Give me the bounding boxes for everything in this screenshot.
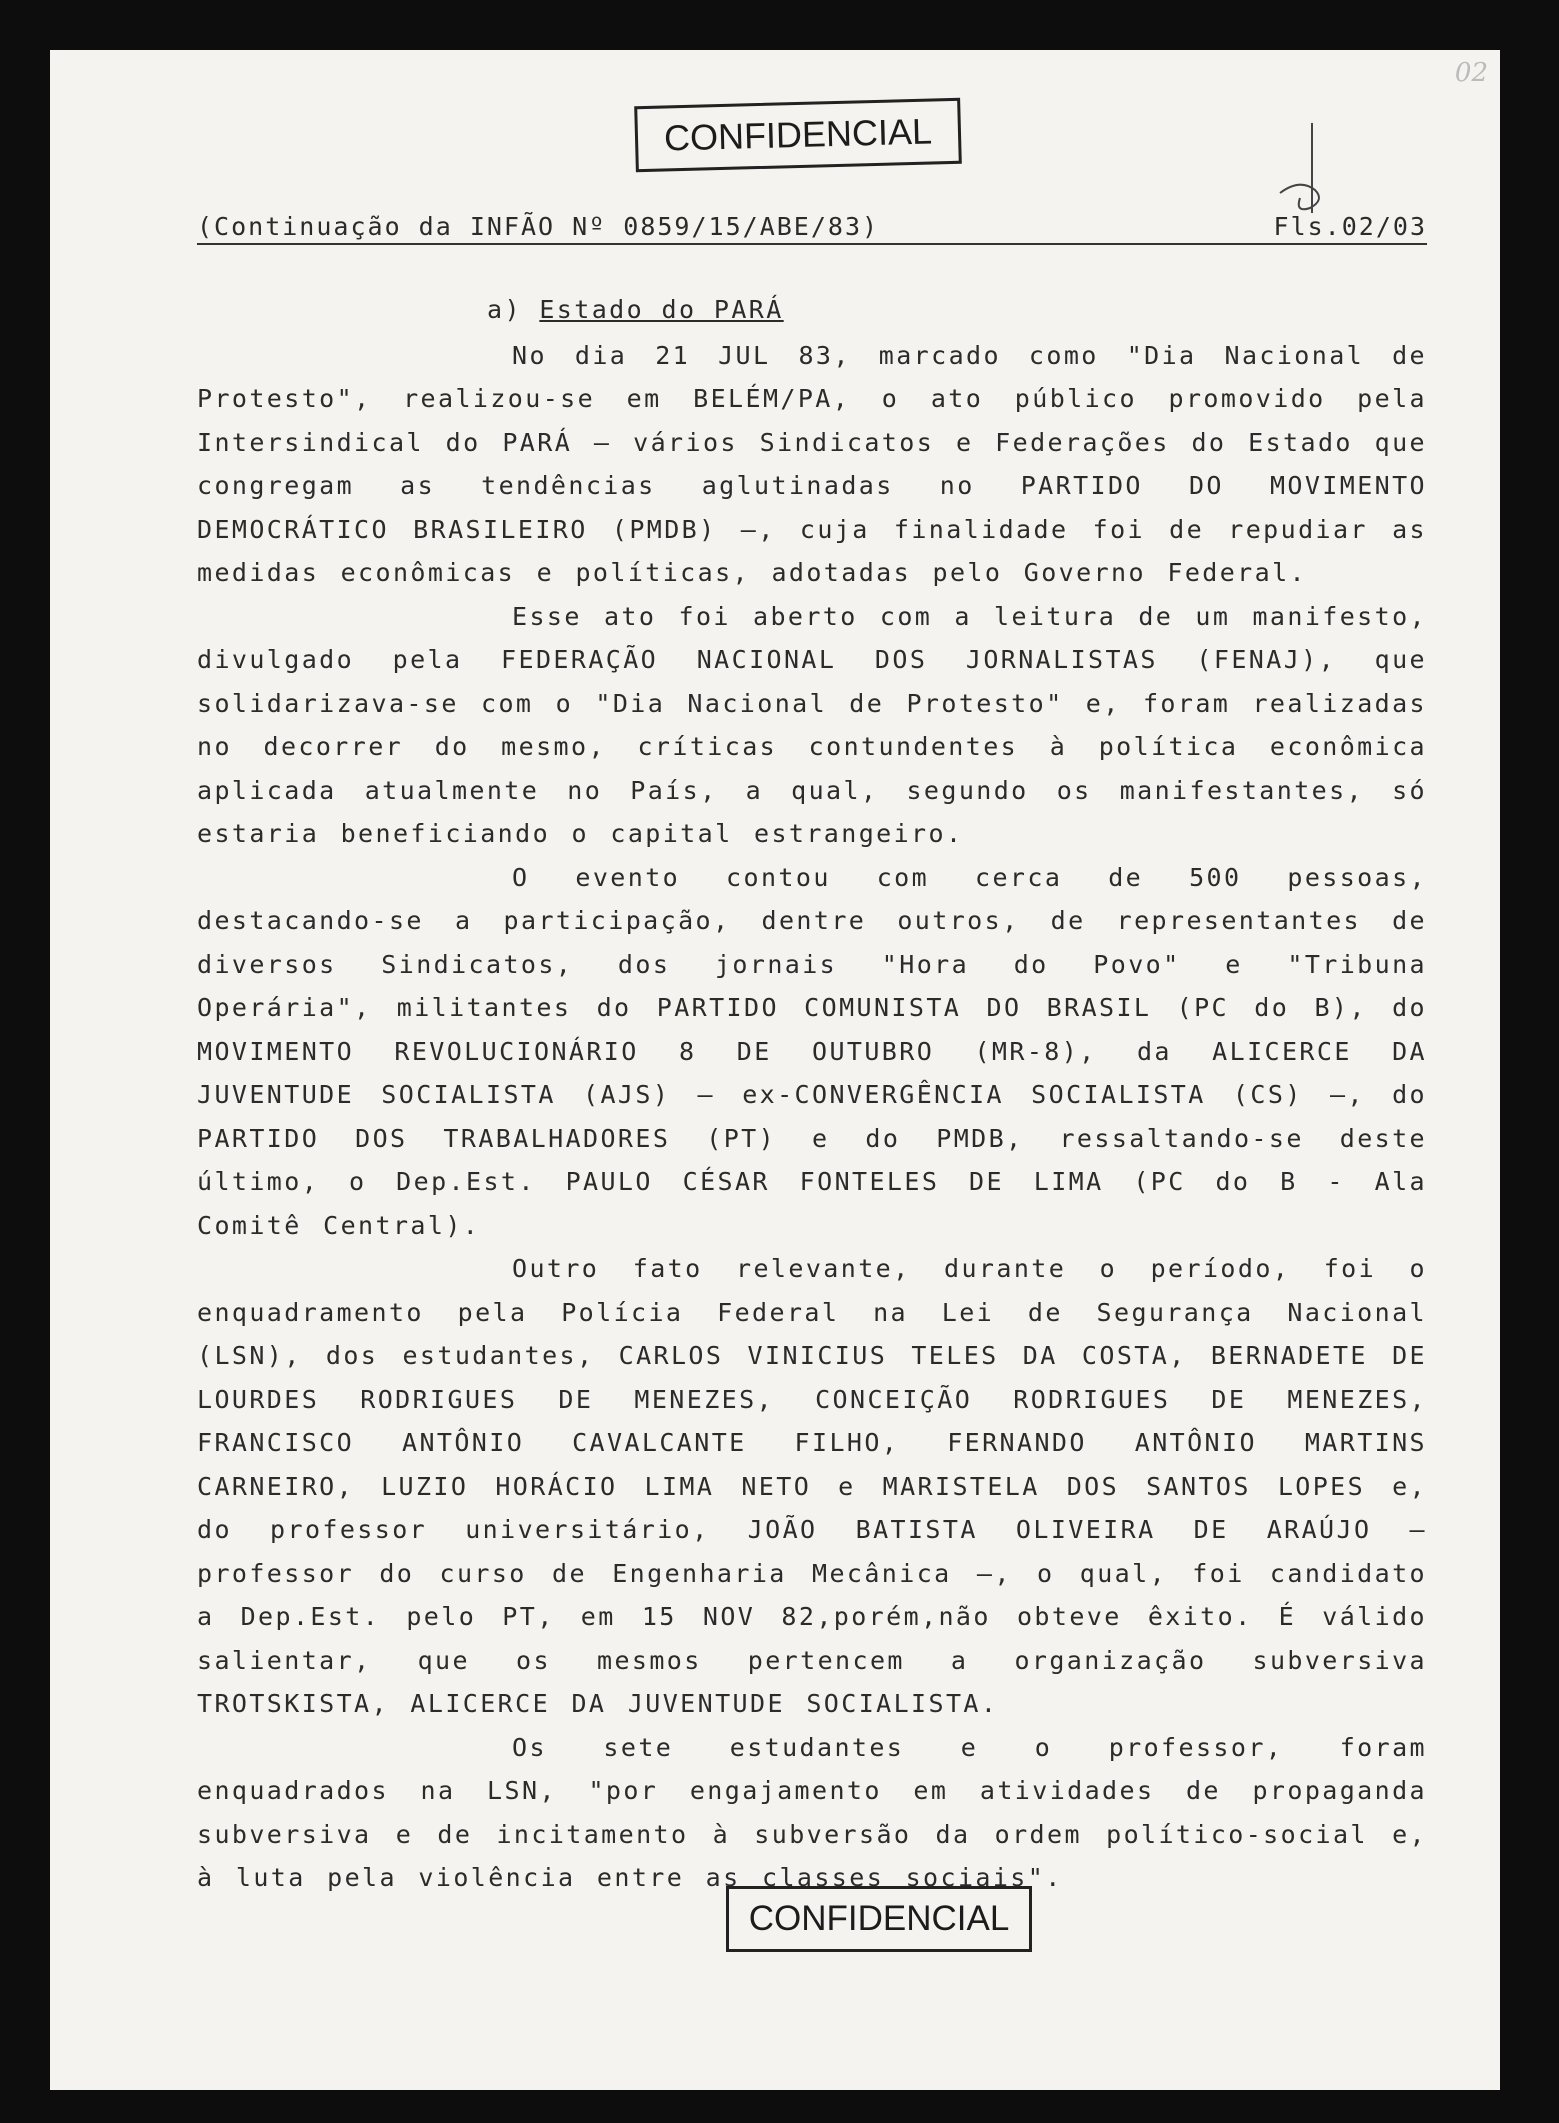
header-reference: (Continuação da INFÃO Nº 0859/15/ABE/83) — [197, 212, 880, 241]
paragraph-4: Outro fato relevante, durante o período, foi o enquadramento pela Polícia Federal na Lei de Segurança Nacional (LSN), dos estudantes, CARLOS VINICIUS TELES DA COSTA, BERNADETE DE LOURDES RODRIGUES DE MENEZES, CONCEIÇÃO RODRIGUES DE MENEZES, FRANCISCO ANTÔNIO CAVALCANTE FILHO, FERNANDO ANTÔNIO MARTINS CARNEIRO, LUZIO HORÁCIO LIMA NETO e MARISTELA DOS SANTOS LOPES e, do professor universitário, JOÃO BATISTA OLIVEIRA DE ARAÚJO – professor do curso de Engenharia Mecânica –, o qual, foi candidato a Dep.Est. pelo PT, em 15 NOV 82,porém,não obteve êxito. É válido salientar, que os mesmos pertencem a organização subversiva TROTSKISTA, ALICERCE DA JUVENTUDE SOCIALISTA. — [197, 1254, 1427, 1718]
document-header — [197, 212, 1427, 245]
paragraph-1: No dia 21 JUL 83, marcado como "Dia Nacional de Protesto", realizou-se em BELÉM/PA, o ato público promovido pela Intersindical do PARÁ – vários Sindicatos e Federações do Estado que congregam as tendências aglutinadas no PARTIDO DO MOVIMENTO DEMOCRÁTICO BRASILEIRO (PMDB) –, cuja finalidade foi de repudiar as medidas econômicas e políticas, adotadas pelo Governo Federal. — [197, 340, 1427, 587]
page-corner-number: 02 — [1454, 58, 1488, 88]
section-heading — [197, 288, 1427, 332]
handwritten-initials-icon — [1270, 118, 1350, 218]
document-body — [197, 288, 1427, 1900]
paragraph-5: Os sete estudantes e o professor, foram enquadrados na LSN, "por engajamento em atividades de propaganda subversiva e de incitamento à subversão da ordem político-social e, à luta pela violência entre as classes sociais". — [197, 1732, 1427, 1892]
confidential-stamp-top: CONFIDENCIAL — [634, 98, 962, 173]
section-prefix: a) — [487, 295, 522, 324]
header-page-number: Fls.02/03 — [1273, 212, 1427, 241]
paragraph-2: Esse ato foi aberto com a leitura de um manifesto, divulgado pela FEDERAÇÃO NACIONAL DOS JORNALISTAS (FENAJ), que solidarizava-se com o "Dia Nacional de Protesto" e, foram realizadas no decorrer do mesmo, críticas contundentes à política econômica aplicada atualmente no País, a qual, segundo os manifestantes, só estaria beneficiando o capital estrangeiro. — [197, 601, 1427, 848]
section-title: Estado do PARÁ — [539, 295, 784, 324]
document-page — [50, 50, 1500, 2090]
paragraph-3: O evento contou com cerca de 500 pessoas, destacando-se a participação, dentre outros, de representantes de diversos Sindicatos, dos jornais "Hora do Povo" e "Tribuna Operária", militantes do PARTIDO COMUNISTA DO BRASIL (PC do B), do MOVIMENTO REVOLUCIONÁRIO 8 DE OUTUBRO (MR-8), da ALICERCE DA JUVENTUDE SOCIALISTA (AJS) – ex-CONVERGÊNCIA SOCIALISTA (CS) –, do PARTIDO DOS TRABALHADORES (PT) e do PMDB, ressaltando-se deste último, o Dep.Est. PAULO CÉSAR FONTELES DE LIMA (PC do B - Ala Comitê Central). — [197, 862, 1427, 1240]
confidential-stamp-bottom: CONFIDENCIAL — [726, 1886, 1032, 1952]
